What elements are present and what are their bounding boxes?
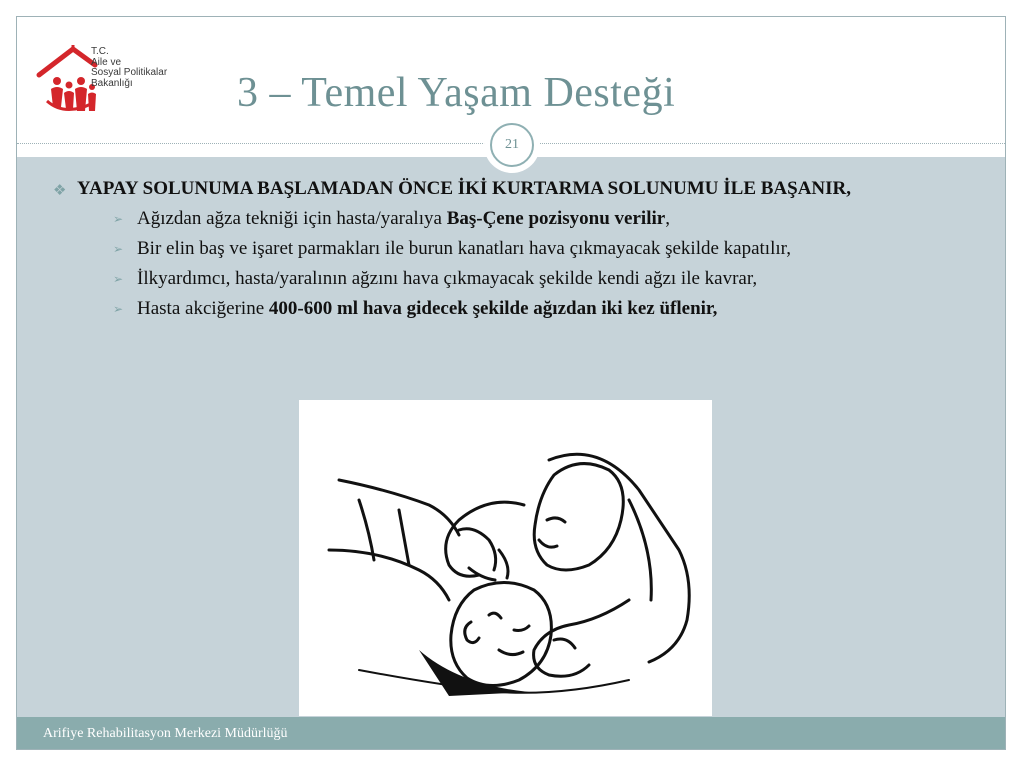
sub-bullet-text: Bir elin baş ve işaret parmakları ile burun kanatları hava çıkmayacak şekilde kapatılır, — [137, 238, 791, 259]
rescue-breathing-drawing-icon — [299, 400, 712, 716]
sub-bullet — [113, 297, 977, 321]
main-bullet-text: YAPAY SOLUNUMA BAŞLAMADAN ÖNCE İKİ KURTARMA SOLUNUMU İLE BAŞANIR, — [77, 178, 852, 199]
sub-bullet-bold: Baş-Çene pozisyonu verilir — [446, 208, 666, 229]
arrow-bullet-icon: ➢ — [113, 302, 124, 316]
arrow-bullet-icon: ➢ — [113, 242, 124, 256]
sub-bullet-text: Ağızdan ağza tekniği için hasta/yaralıya — [137, 208, 447, 229]
logo-line: Aile ve — [91, 56, 122, 68]
page-number-badge — [484, 117, 540, 173]
rescue-breathing-illustration — [299, 400, 712, 716]
slide-content — [53, 177, 977, 327]
logo-line: Bakanlığı — [91, 77, 133, 89]
logo-line: Sosyal Politikalar — [91, 67, 168, 78]
sub-bullet-bold: 400-600 ml hava gidecek şekilde ağızdan iki kez üflenir, — [268, 298, 718, 319]
main-bullet — [53, 177, 977, 201]
logo-text — [91, 47, 167, 89]
slide-title: 3 – Temel Yaşam Desteği — [237, 70, 676, 116]
slide-frame — [16, 16, 1006, 750]
sub-bullet-text: Hasta akciğerine — [137, 298, 269, 319]
logo-line: T.C. — [91, 46, 109, 57]
sub-bullet — [113, 267, 977, 291]
sub-bullet-text: İlkyardımcı, hasta/yaralının ağzını hava çıkmayacak şekilde kendi ağzı ile kavrar, — [137, 268, 758, 289]
footer-text: Arifiye Rehabilitasyon Merkezi Müdürlüğü — [43, 726, 288, 741]
sub-bullet-after: , — [665, 208, 670, 229]
sub-bullet — [113, 207, 977, 231]
sub-bullet — [113, 237, 977, 261]
arrow-bullet-icon: ➢ — [113, 212, 124, 226]
page-number: 21 — [490, 123, 534, 167]
slide-footer — [17, 717, 1005, 750]
arrow-bullet-icon: ➢ — [113, 272, 124, 286]
diamond-bullet-icon: ❖ — [53, 181, 67, 199]
sub-bullet-list — [113, 207, 977, 321]
